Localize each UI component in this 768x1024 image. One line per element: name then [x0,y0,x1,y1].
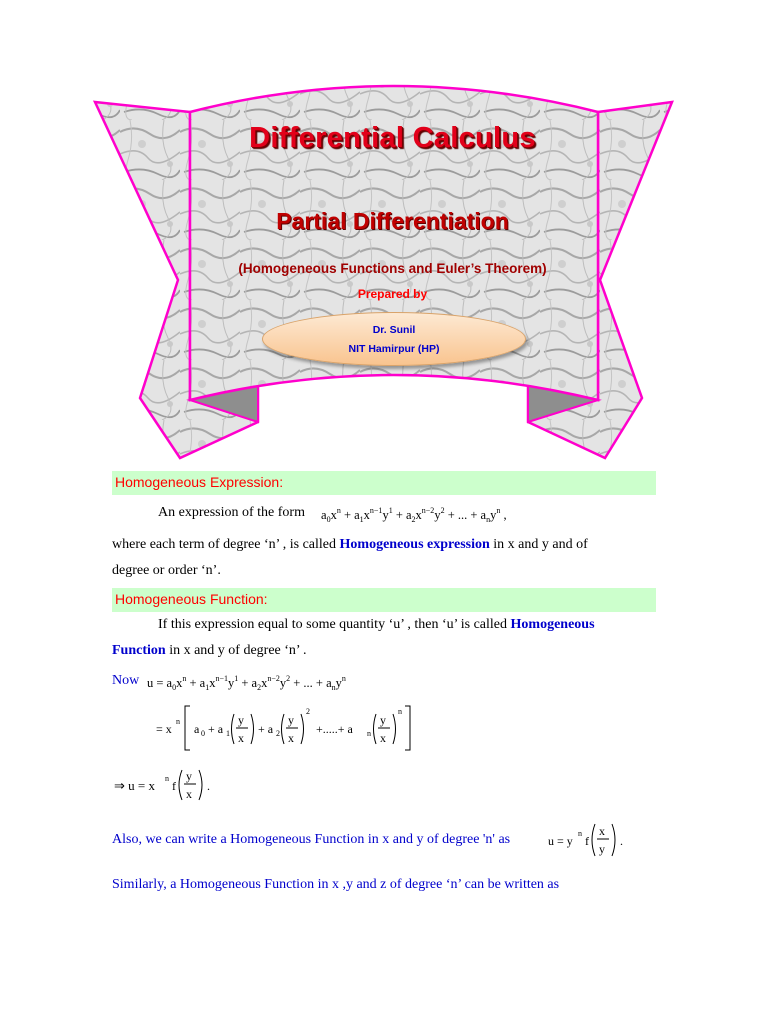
svg-text:+ a: + a [208,722,224,736]
similarly-text: Similarly, a Homogeneous Function in x ,y and z of degree ‘n’ can be written as [112,877,560,892]
expression-formula: $a_0x^n + a_1x^{n-1}y^1 + a_2x^{n-2}y^2$ + ... + $a_ny^n$ , [321,506,507,524]
svg-text:x: x [599,824,605,838]
svg-text:n: n [165,774,169,783]
now-label: Now [112,673,140,688]
svg-text:x: x [238,731,244,745]
svg-text:f: f [585,834,589,848]
svg-text:2: 2 [306,707,310,716]
expanded-formula [150,700,430,756]
svg-text:.: . [620,834,623,848]
heading-homogeneous-expression: Homogeneous Expression: [112,471,656,495]
svg-text:n: n [398,707,402,716]
title-banner [0,0,768,470]
svg-text:y: y [288,713,294,727]
function-u-formula: $u = a_0x^n + a_1x^{n-1}y^1 + a_2x^{n-2}y^2$ + ... + $a_ny^n$ [147,674,346,692]
document-topic: (Homogeneous Functions and Euler’s Theorem) [238,261,547,276]
expression-intro: An expression of the form [158,505,305,520]
term-homogeneous-expression: Homogeneous expression [339,537,490,552]
svg-text:x: x [288,731,294,745]
implies-formula [112,764,232,806]
alternate-formula [546,818,646,862]
svg-text:u = y: u = y [548,834,573,848]
svg-text:1: 1 [226,729,230,738]
svg-text:n: n [367,729,371,738]
svg-text:.: . [207,779,210,793]
svg-text:x: x [186,787,192,801]
svg-text:f: f [172,779,176,793]
document-subtitle: Partial Differentiation [276,208,509,234]
also-text: Also, we can write a Homogeneous Function in x and y of degree 'n' as [112,832,511,847]
svg-text:n: n [176,717,180,726]
expression-definition: where each term of degree ‘n’ , is called Homogeneous expression in x and y and of [112,537,588,552]
svg-text:+ a: + a [258,722,274,736]
author-name: Dr. Sunil [372,324,416,336]
function-intro: If this expression equal to some quantity ‘u’ , then ‘u’ is called Homogeneous [158,617,595,632]
svg-text:n: n [578,829,582,838]
document-title: Differential Calculus [249,122,536,154]
svg-text:y: y [186,769,192,783]
author-badge [262,312,526,366]
expression-degree: degree or order ‘n’. [112,563,221,578]
author-affiliation: NIT Hamirpur (HP) [348,343,440,355]
svg-text:y: y [238,713,244,727]
svg-text:⇒ u = x: ⇒ u = x [114,778,155,793]
svg-text:a: a [194,722,200,736]
function-degree: Function in x and y of degree ‘n’ . [112,643,307,658]
svg-text:0: 0 [201,729,205,738]
svg-text:2: 2 [276,729,280,738]
svg-text:+.....+ a: +.....+ a [316,722,353,736]
heading-homogeneous-function: Homogeneous Function: [112,588,656,612]
prepared-by-label: Prepared by [357,287,428,301]
svg-text:= x: = x [156,722,172,736]
svg-text:y: y [599,842,605,856]
svg-text:x: x [380,731,386,745]
svg-text:y: y [380,713,386,727]
